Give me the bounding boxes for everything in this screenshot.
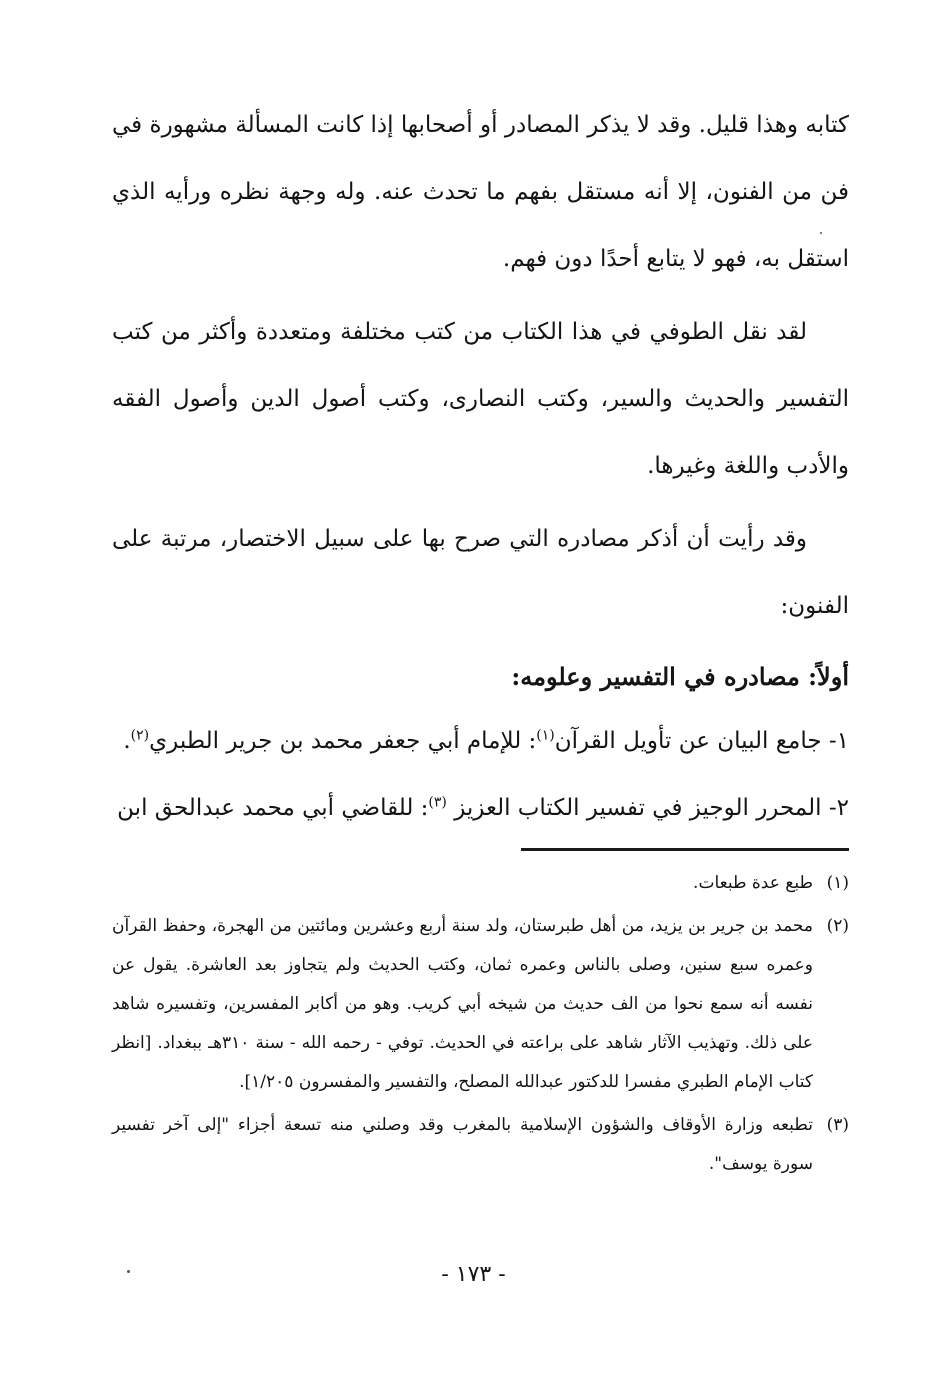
source-entry-1 <box>112 708 849 775</box>
entry-end: . <box>123 728 131 754</box>
footnote-text: محمد بن جرير بن يزيد، من أهل طبرستان، ولد سنة أربع وعشرين ومائتين من الهجرة، وحفظ القرآن وعمره سبع سنين، وصلى بالناس وعمره ثمان، وكتب الحديث ولم يتجاوز بعد العاشرة. يقول عن نفسه أنه سمع نحوا من الف حديث من شيخه أبي كريب. وهو من أكابر المفسرين، وتفسيره شاهد على ذلك. وتهذيب الآثار شاهد على براعته في الحديث. توفي - رحمه الله - سنة ٣١٠هـ ببغداد. [انظر كتاب الإمام الطبري مفسرا للدكتور عبدالله المصلح، والتفسير والمفسرون ١/٢٠٥]. <box>112 916 813 1092</box>
paragraph-2: لقد نقل الطوفي في هذا الكتاب من كتب مختلفة ومتعددة وأكثر من كتب التفسير والحديث والسير، وكتب النصارى، وكتب أصول الدين وأصول الفقه والأدب واللغة وغيرها. <box>112 319 849 479</box>
footnote-3 <box>112 1106 849 1184</box>
paragraph-1: كتابه وهذا قليل. وقد لا يذكر المصادر أو أصحابها إذا كانت المسألة مشهورة في فن من الفنون، إلا أنه مستقل بفهم ما تحدث عنه. وله وجهة نظره ورأيه الذي استقل به، فهو لا يتابع أحدًا دون فهم. <box>112 112 849 272</box>
footnote-number: (٢) <box>826 916 849 936</box>
footnote-number: (١) <box>826 873 849 893</box>
section-heading: أولاً: مصادره في التفسير وعلومه: <box>511 662 849 691</box>
source-entry-2 <box>112 775 849 842</box>
footnote-separator <box>521 848 849 851</box>
page-number: - ١٧٣ - <box>441 1262 506 1287</box>
footnote-ref[interactable]: (٢) <box>130 727 150 744</box>
entry-text: : للقاضي أبي محمد عبدالحق ابن <box>117 795 429 821</box>
footnotes <box>112 864 849 1188</box>
scan-speck <box>820 232 822 234</box>
main-text <box>112 92 849 842</box>
scan-speck <box>127 1270 130 1273</box>
footnote-text: طبع عدة طبعات. <box>693 873 813 893</box>
footnote-1 <box>112 864 849 903</box>
footnote-ref[interactable]: (٣) <box>428 794 447 811</box>
entry-title: جامع البيان عن تأويل القرآن <box>554 728 822 754</box>
footnote-number: (٣) <box>826 1115 849 1135</box>
paragraph-3: وقد رأيت أن أذكر مصادره التي صرح بها على سبيل الاختصار، مرتبة على الفنون: <box>112 526 849 619</box>
footnote-2 <box>112 907 849 1102</box>
entry-text: : للإمام أبي جعفر محمد بن جرير الطبري <box>149 728 537 754</box>
entry-title: المحرر الوجيز في تفسير الكتاب العزيز <box>454 795 822 821</box>
footnote-text: تطبعه وزارة الأوقاف والشؤون الإسلامية بالمغرب وقد وصلني منه تسعة أجزاء "إلى آخر تفسير سورة يوسف". <box>112 1115 813 1174</box>
entry-number: ٢- <box>828 795 849 821</box>
footnote-ref[interactable]: (١) <box>536 727 555 744</box>
entry-number: ١- <box>828 728 849 754</box>
